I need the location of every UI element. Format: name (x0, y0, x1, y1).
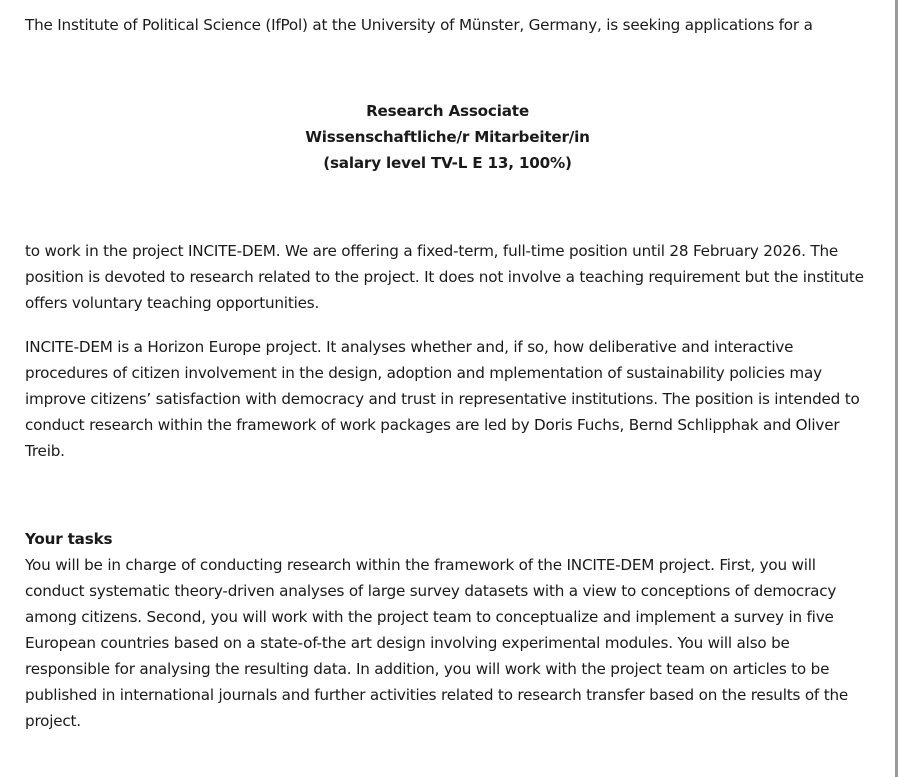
position-title-block (25, 98, 870, 176)
salary-level: (salary level TV-L E 13, 100%) (323, 154, 572, 172)
position-title: Research Associate (366, 102, 529, 120)
tasks-paragraph: You will be in charge of conducting research within the framework of the INCITE-DEM project. First, you will conduct systematic theory-driven analyses of large survey datasets with a view to conceptions of democracy among citizens. Second, you will work with the project team to conceptualize and implement a survey in five European countries based on a state-of-the art design involving experimental modules. You will also be responsible for analysing the resulting data. In addition, you will work with the project team on articles to be published in international journals and further activities related to research transfer based on the results of the project. (25, 556, 849, 730)
project-description-paragraph: INCITE-DEM is a Horizon Europe project. It analyses whether and, if so, how deliberative and interactive procedures of citizen involvement in the design, adoption and mplementation of sustainability policies may improve citizens’ satisfaction with democracy and trust in representative institutions. The position is intended to conduct research within the framework of work packages are led by Doris Fuchs, Bernd Schlipphak and Oliver Treib. (25, 338, 860, 460)
intro-paragraph: The Institute of Political Science (IfPol) at the University of Münster, Germany, is seeking applications for a (25, 16, 813, 34)
tasks-heading: Your tasks (25, 530, 113, 548)
tasks-section (25, 526, 870, 734)
position-description-paragraph: to work in the project INCITE-DEM. We are offering a fixed-term, full-time position until 28 February 2026. The position is devoted to research related to the project. It does not involve a teaching requirement but the institute offers voluntary teaching opportunities. (25, 242, 864, 312)
position-title-german: Wissenschaftliche/r Mitarbeiter/in (305, 128, 590, 146)
document-content (25, 12, 870, 734)
